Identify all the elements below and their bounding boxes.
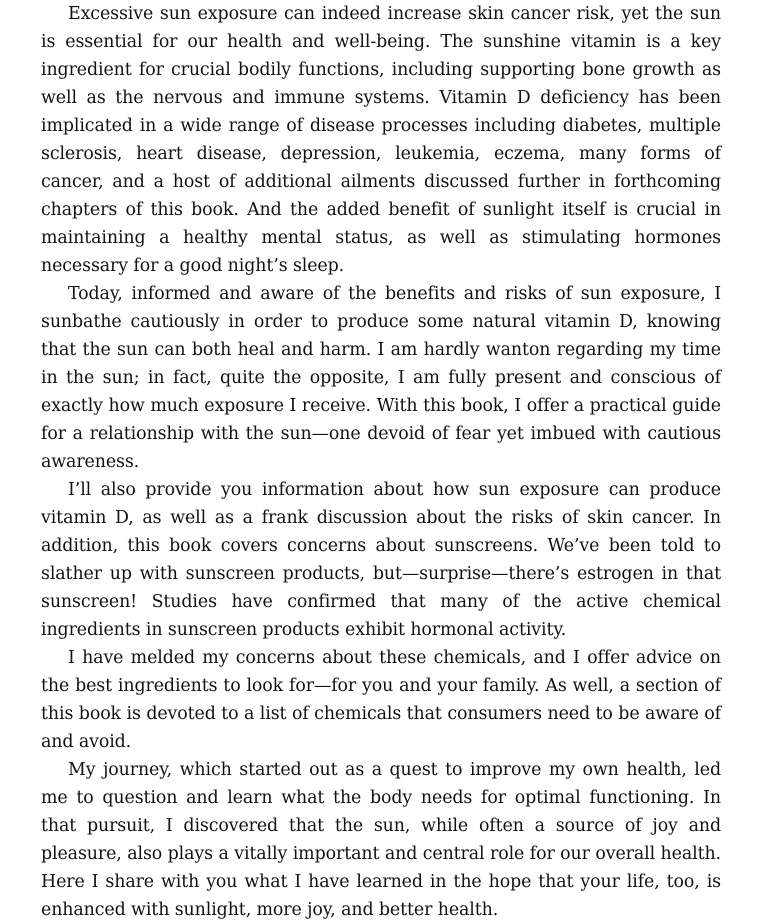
paragraph-4: I have melded my concerns about these chemicals, and I offer advice on the best ingredients to look for—for you and your family. As well, a section of this book is devoted to a list of chemicals that consumers need to be aware of and avoid. [41,648,721,752]
paragraph-2: Today, informed and aware of the benefits and risks of sun exposure, I sunbathe cautiously in order to produce some natural vitamin D, knowing that the sun can both heal and harm. I am hardly wanton regarding my time in the sun; in fact, quite the opposite, I am fully present and conscious of exactly how much exposure I receive. With this book, I offer a practical guide for a relationship with the sun—one devoid of fear yet imbued with cautious awareness. [41,284,721,472]
paragraph-1: Excessive sun exposure can indeed increase skin cancer risk, yet the sun is essential for our health and well-being. The sunshine vitamin is a key ingredient for crucial bodily functions, including supporting bone growth as well as the nervous and immune systems. Vitamin D deficiency has been implicated in a wide range of disease processes including diabetes, multiple sclerosis, heart disease, depression, leukemia, eczema, many forms of cancer, and a host of additional ailments discussed further in forthcoming chapters of this book. And the added benefit of sunlight itself is crucial in maintaining a healthy mental status, as well as stimulating hormones necessary for a good night’s sleep. [41,4,721,276]
body-text [41,0,721,924]
paragraph-5: My journey, which started out as a quest to improve my own health, led me to question and learn what the body needs for optimal functioning. In that pursuit, I discovered that the sun, while often a source of joy and pleasure, also plays a vitally important and central role for our overall health. Here I share with you what I have learned in the hope that your life, too, is enhanced with sunlight, more joy, and better health. [41,760,721,920]
paragraph-3: I’ll also provide you information about how sun exposure can produce vitamin D, as well as a frank discussion about the risks of skin cancer. In addition, this book covers concerns about sunscreens. We’ve been told to slather up with sunscreen products, but—surprise—there’s estrogen in that sunscreen! Studies have confirmed that many of the active chemical ingredients in sunscreen products exhibit hormonal activity. [41,480,721,640]
